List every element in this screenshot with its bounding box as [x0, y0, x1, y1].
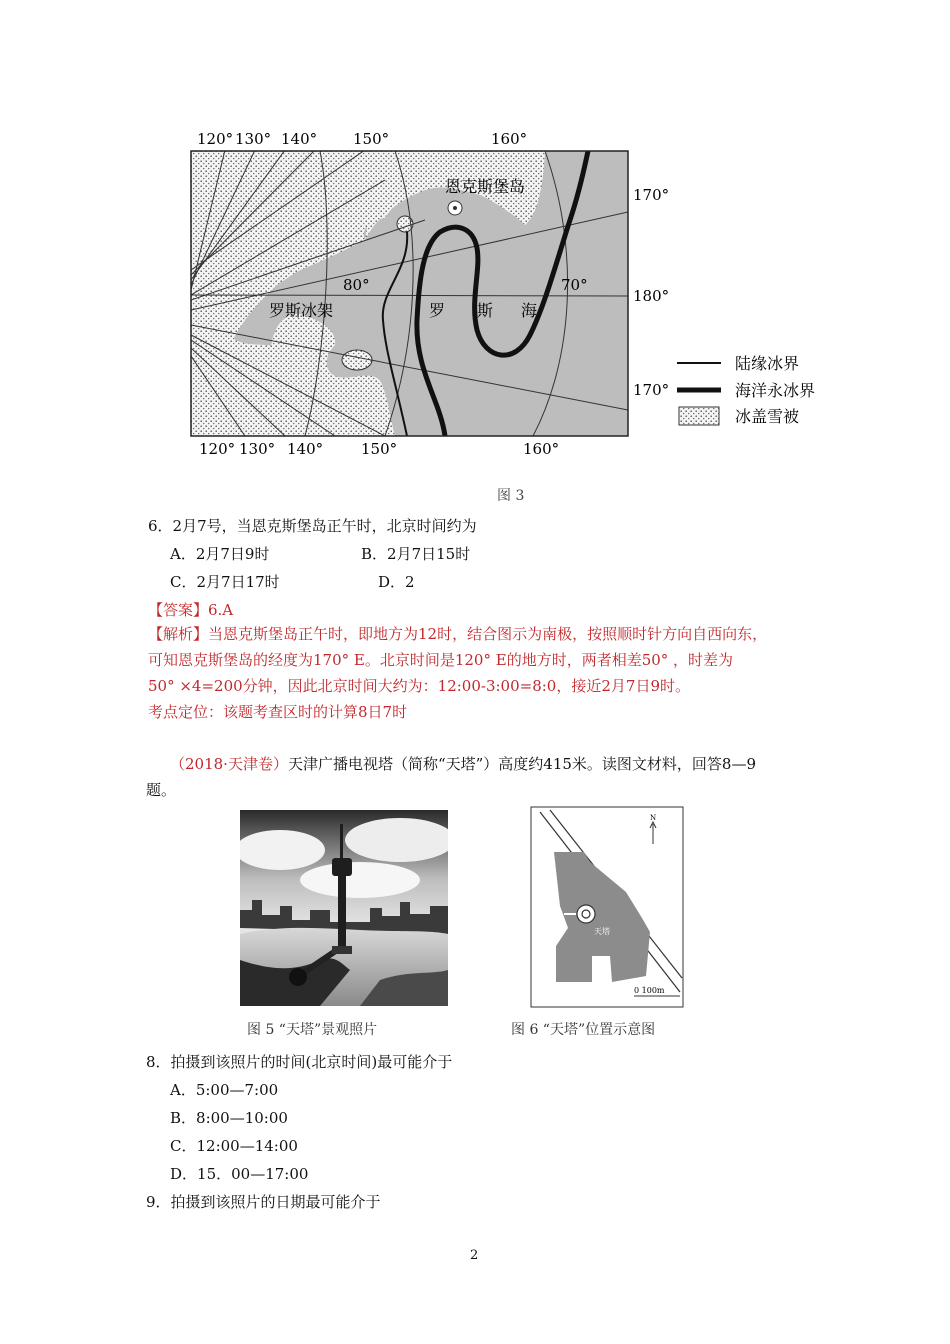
ice-island — [342, 350, 372, 370]
place-ross-sea-2: 斯 — [477, 301, 494, 320]
tower-location-diagram — [530, 806, 684, 1008]
figure3-label: 图 3 — [497, 488, 525, 504]
legend-ice-cover: 冰盖雪被 — [735, 407, 800, 426]
analysis-line-3: 50° ×4=200分钟，因此北京时间大约为：12:00-3:00=8:0，接近2月7日9时。 — [148, 677, 690, 695]
right-lon-180: 180° — [633, 287, 670, 305]
bottom-lon-150: 150° — [361, 440, 398, 458]
q6-stem: 6．2月7号，当恩克斯堡岛正午时，北京时间约为 — [148, 517, 477, 535]
q6-option-c: C．2月7日17时 — [170, 573, 280, 591]
q8-stem: 8．拍摄到该照片的时间(北京时间)最可能介于 — [146, 1053, 453, 1071]
q6-option-b: B．2月7日15时 — [361, 545, 471, 563]
intro-line-2: 题。 — [146, 781, 177, 799]
top-lon-150: 150° — [353, 130, 390, 148]
place-ross-sea-3: 海 — [521, 301, 538, 320]
ice-patch-ross — [191, 338, 303, 436]
fig6-caption: 图 6 “天塔”位置示意图 — [511, 1022, 656, 1038]
q6-option-a: A．2月7日9时 — [170, 545, 270, 563]
answer-label: 【答案】6.A — [148, 601, 234, 619]
kaodian-line: 考点定位：该题考查区时的计算8日7时 — [148, 703, 408, 721]
lat-label-70: 70° — [561, 276, 588, 294]
bottom-lon-130: 130° — [239, 440, 276, 458]
page-number: 2 — [470, 1248, 479, 1263]
scale-label: 0 100m — [634, 986, 665, 995]
q8-option-c: C．12:00—14:00 — [170, 1137, 298, 1155]
legend-sea-ice: 海洋永冰界 — [735, 381, 816, 400]
bottom-lon-120: 120° — [199, 440, 236, 458]
legend-land-ice: 陆缘冰界 — [735, 354, 800, 373]
source-tag: （2018·天津卷） — [170, 755, 288, 773]
intro-text: 天津广播电视塔（简称“天塔”）高度约415米。读图文材料，回答8—9 — [287, 755, 757, 773]
analysis-line-2: 可知恩克斯堡岛的经度为170° E。北京时间是120° E的地方时，两者相差50° ，时差为 — [148, 651, 734, 669]
top-lon-140: 140° — [281, 130, 318, 148]
right-lon-170-bottom: 170° — [633, 381, 670, 399]
lat-label-80: 80° — [343, 276, 370, 294]
map-legend — [677, 354, 815, 426]
ross-sea-map — [185, 120, 845, 510]
right-lon-170-top: 170° — [633, 186, 670, 204]
fig5-caption: 图 5 “天塔”景观照片 — [247, 1022, 378, 1038]
place-ross-sea-1: 罗 — [429, 301, 446, 320]
q6-option-d: D．2 — [378, 573, 415, 591]
analysis-line-1: 【解析】当恩克斯堡岛正午时，即地方为12时，结合图示为南极，按照顺时针方向自西向东， — [148, 625, 768, 643]
top-lon-120: 120° — [197, 130, 234, 148]
bottom-lon-140: 140° — [287, 440, 324, 458]
tower-photo — [240, 810, 448, 1006]
intro-line-1 — [170, 754, 756, 774]
q8-option-d: D．15．00—17:00 — [170, 1165, 309, 1183]
q8-option-a: A．5:00—7:00 — [170, 1081, 279, 1099]
q9-stem: 9．拍摄到该照片的日期最可能介于 — [146, 1193, 381, 1211]
q8-option-b: B．8:00—10:00 — [170, 1109, 288, 1127]
top-lon-160: 160° — [491, 130, 528, 148]
place-enksbao: 恩克斯堡岛 — [445, 177, 526, 196]
top-lon-130: 130° — [235, 130, 272, 148]
place-ross-ice-shelf: 罗斯冰架 — [269, 301, 334, 320]
north-label: N — [650, 814, 657, 822]
bottom-lon-160: 160° — [523, 440, 560, 458]
tower-label: 天塔 — [594, 927, 610, 936]
